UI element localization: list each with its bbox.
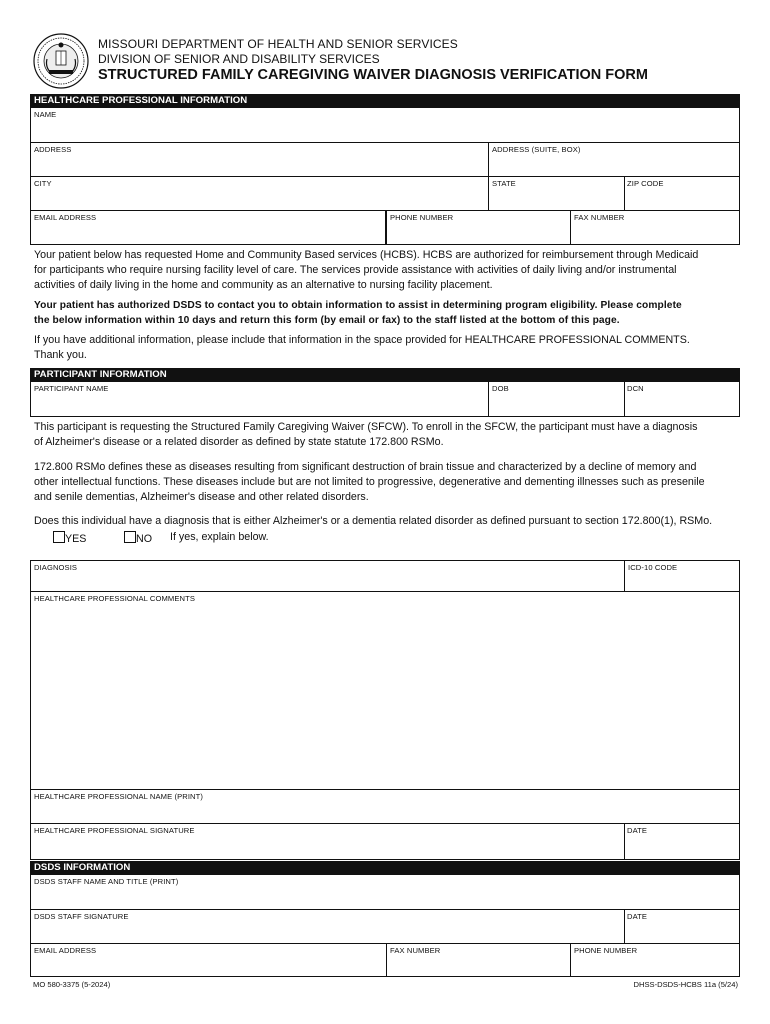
sfcw-line: This participant is requesting the Structured Family Caregiving Waiver (SFCW). To enroll in the SFCW, the participant must have a diagnosis bbox=[34, 421, 698, 433]
form-number-right: DHSS-DSDS-HCBS 11a (5/24) bbox=[633, 980, 738, 989]
hp-date-field[interactable] bbox=[624, 824, 740, 860]
hp-city-label: CITY bbox=[34, 179, 52, 188]
dsds-date-field[interactable] bbox=[624, 910, 740, 944]
hp-state-label: STATE bbox=[492, 179, 516, 188]
hp-signature-label: HEALTHCARE PROFESSIONAL SIGNATURE bbox=[34, 826, 195, 835]
hp-zip-field[interactable] bbox=[624, 177, 740, 211]
intro-paragraph-1 bbox=[34, 248, 738, 294]
dsds-signature-field[interactable] bbox=[30, 910, 625, 944]
hp-print-name-field[interactable] bbox=[30, 790, 740, 824]
explain-note: If yes, explain below. bbox=[170, 531, 269, 543]
hp-fax-label: FAX NUMBER bbox=[574, 213, 625, 222]
intro-paragraph-3 bbox=[34, 333, 738, 363]
no-label: NO bbox=[136, 533, 153, 545]
intro-line: activities of daily living in the home and community as an alternative to nursing facility placement. bbox=[34, 279, 493, 292]
hp-comments-label: HEALTHCARE PROFESSIONAL COMMENTS bbox=[34, 594, 196, 603]
dsds-staff-name-field[interactable] bbox=[30, 875, 740, 910]
participant-dob-field[interactable] bbox=[488, 382, 625, 417]
sfcw-line: and senile dementias, Alzheimer's disease and other related disorders. bbox=[34, 491, 369, 504]
department-name: MISSOURI DEPARTMENT OF HEALTH AND SENIOR SERVICES bbox=[98, 37, 458, 51]
participant-name-field[interactable] bbox=[30, 382, 489, 417]
sfcw-line: other intellectual functions. These diseases include but are not limited to progressive, degenerative and dementing illnesses such as presenile bbox=[34, 476, 705, 489]
sfcw-line: 172.800 RSMo defines these as diseases resulting from significant destruction of brain tissue and characterized by a decline of memory and bbox=[34, 461, 697, 473]
hp-zip-label: ZIP CODE bbox=[627, 179, 664, 188]
intro-line: Thank you. bbox=[34, 349, 87, 362]
participant-dcn-label: DCN bbox=[627, 384, 644, 393]
section-header-healthcare-professional: HEALTHCARE PROFESSIONAL INFORMATION bbox=[30, 94, 740, 108]
hp-comments-field[interactable] bbox=[30, 592, 740, 790]
hp-fax-field[interactable] bbox=[570, 211, 740, 245]
participant-dob-label: DOB bbox=[492, 384, 509, 393]
hp-suite-label: ADDRESS (SUITE, BOX) bbox=[492, 145, 581, 154]
division-name: DIVISION OF SENIOR AND DISABILITY SERVICES bbox=[98, 52, 380, 66]
icd10-label: ICD-10 CODE bbox=[628, 563, 678, 572]
intro-line: Your patient has authorized DSDS to contact you to obtain information to assist in determining program eligibility. Please complete bbox=[34, 300, 682, 311]
hp-state-field[interactable] bbox=[488, 177, 625, 211]
section-header-dsds: DSDS INFORMATION bbox=[30, 861, 740, 875]
form-title: STRUCTURED FAMILY CAREGIVING WAIVER DIAGNOSIS VERIFICATION FORM bbox=[98, 67, 648, 83]
hp-email-field[interactable] bbox=[30, 211, 386, 245]
dsds-date-label: DATE bbox=[627, 912, 648, 921]
hp-address-label: ADDRESS bbox=[34, 145, 72, 154]
yes-label: YES bbox=[65, 533, 87, 545]
dsds-fax-field[interactable] bbox=[386, 944, 571, 977]
dsds-phone-label: PHONE NUMBER bbox=[574, 946, 638, 955]
no-checkbox[interactable] bbox=[124, 531, 136, 543]
intro-line: the below information within 10 days and return this form (by email or fax) to the staff listed at the bottom of this page. bbox=[34, 315, 620, 327]
hp-suite-field[interactable] bbox=[488, 143, 740, 177]
form-number-left: MO 580-3375 (5-2024) bbox=[33, 980, 111, 989]
sfcw-line: of Alzheimer's disease or a related disorder as defined by state statute 172.800 RSMo. bbox=[34, 436, 444, 449]
diagnosis-label: DIAGNOSIS bbox=[34, 563, 78, 572]
participant-name-label: PARTICIPANT NAME bbox=[34, 384, 109, 393]
hp-email-label: EMAIL ADDRESS bbox=[34, 213, 97, 222]
hp-phone-field[interactable] bbox=[386, 211, 571, 245]
intro-paragraph-2 bbox=[34, 298, 738, 328]
hp-phone-label: PHONE NUMBER bbox=[390, 213, 454, 222]
yes-checkbox[interactable] bbox=[53, 531, 65, 543]
intro-line: If you have additional information, please include that information in the space provided for HEALTHCARE PROFESSIONAL COMMENTS. bbox=[34, 334, 690, 346]
no-option[interactable] bbox=[124, 531, 152, 545]
sfcw-paragraph-2 bbox=[34, 460, 738, 506]
intro-line: Your patient below has requested Home and Community Based services (HCBS). HCBS are authorized for reimbursement through Medicaid bbox=[34, 249, 699, 261]
hp-name-label: NAME bbox=[34, 110, 57, 119]
hp-city-field[interactable] bbox=[30, 177, 489, 211]
yes-option[interactable] bbox=[53, 531, 86, 545]
dsds-signature-label: DSDS STAFF SIGNATURE bbox=[34, 912, 129, 921]
participant-dcn-field[interactable] bbox=[624, 382, 740, 417]
section-header-participant: PARTICIPANT INFORMATION bbox=[30, 368, 740, 382]
hp-signature-field[interactable] bbox=[30, 824, 625, 860]
hp-print-name-label: HEALTHCARE PROFESSIONAL NAME (PRINT) bbox=[34, 792, 203, 801]
hp-name-field[interactable] bbox=[30, 108, 740, 143]
hp-address-field[interactable] bbox=[30, 143, 489, 177]
hp-date-label: DATE bbox=[627, 826, 648, 835]
diagnosis-question: Does this individual have a diagnosis that is either Alzheimer's or a dementia related disorder as defined pursuant to section 172.800(1), RSMo. bbox=[34, 515, 713, 527]
sfcw-paragraph-1 bbox=[34, 420, 738, 450]
missouri-seal-logo bbox=[33, 33, 89, 89]
dsds-staff-name-label: DSDS STAFF NAME AND TITLE (PRINT) bbox=[34, 877, 179, 886]
icd10-field[interactable] bbox=[624, 560, 740, 592]
dsds-email-field[interactable] bbox=[30, 944, 387, 977]
dsds-phone-field[interactable] bbox=[570, 944, 740, 977]
intro-line: for participants who require nursing facility level of care. The services provide assistance with activities of daily living and/or instrumental bbox=[34, 264, 677, 277]
dsds-fax-label: FAX NUMBER bbox=[390, 946, 441, 955]
dsds-email-label: EMAIL ADDRESS bbox=[34, 946, 97, 955]
